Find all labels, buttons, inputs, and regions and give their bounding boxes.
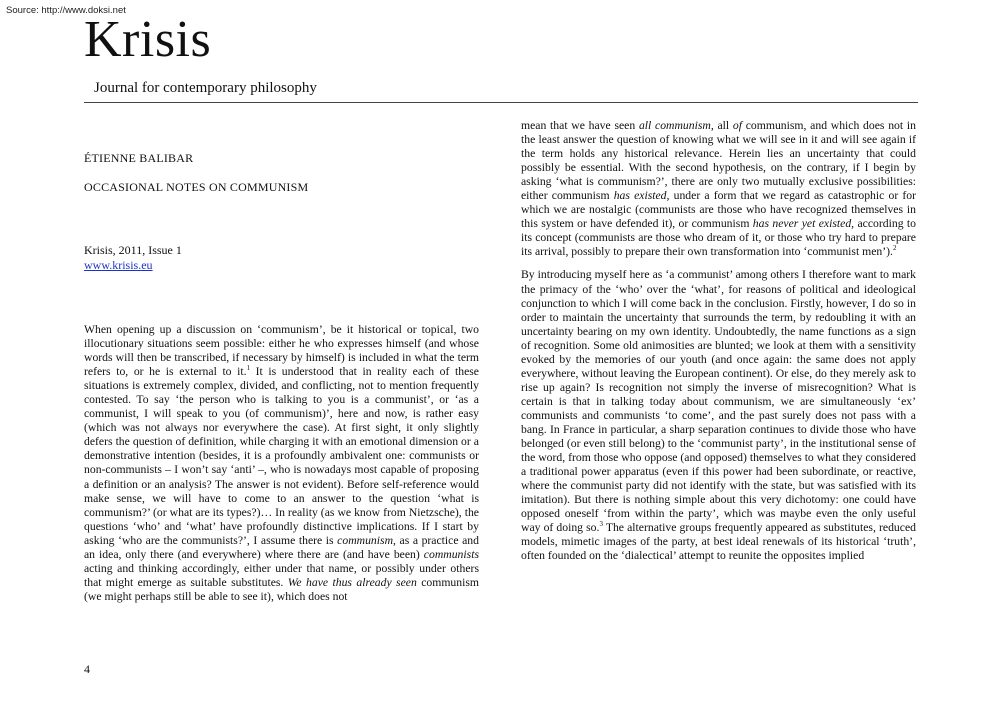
paragraph [521,268,916,563]
emphasis: has existed, [613,189,670,203]
emphasis: communists [423,547,479,561]
text-run: acting and thinking accordingly, either under that name, or possibly under others that might emerge as suitable substitutes. [84,561,479,589]
text-run: The alternative groups frequently appeared as substitutes, reduced models, mimetic images of the party, at best ideal renewals of its historical ‘truth’, often founded on the ‘dialectical’ attempt to reunite the opposites implied [521,521,916,563]
journal-subtitle: Journal for contemporary philosophy [94,80,317,96]
footnote-ref-1[interactable]: 1 [246,364,251,373]
text-run: By introducing myself here as ‘a communist’ among others I therefore want to mark the primacy of the ‘who’ over the ‘what’, for reasons of political and ideological conjunction to which I will come back in the conclusion. Firstly, however, I do so in order to maintain the uncertainty that surrounds the term, by redoubling it with an uncertainty bearing on my own identity. Undoubtedly, the name functions as a sign of recognition. Some old animosities are blunted; we look at them with a sensitivity evoked by the memories of our youth (and once again: the same does not apply everywhere, without leaving the European continent). Or else, do they merely ask to rise up again? Is recognition not simply the inverse of misrecognition? What is certain is that in talking today about communism, we are simultaneously ‘ex’ communists and communists ‘to come’, and the past surely does not pass with a bang. In France in particular, a sharp separation continues to divide those who have belonged (or even still belong) to the ‘communist party’, in the institutional sense of the word, from those who oppose (and opposed) themselves to what they considered a traditional power apparatus (even if this power had been subordinate, or reactive, where the communist party did not identify with the state, but was satisfied with its imitation). But there is nothing simple about this very dichotomy: one could have opposed oneself ‘from within the party’, which was maybe even the only useful way of doing so. [521,268,917,535]
paragraph [84,323,479,604]
text-run: It is understood that in reality each of these situations is extremely complex, divided, and conflicting, not to mention frequently contested. To say ‘the person who is talking to you is a communist’, or ‘as a communist, I will speak to you (of communism)’, here and now, is rather easy (which was not always nor everywhere the case). At first sight, it only slightly defers the question of definition, while charging it with an emotional dimension or a demonstrative intention (besides, it is a profoundly ambivalent one: communists or non-communists – I won’t say ‘anti’ –, who is nowadays most capable of proposing a definition or an analysis? The answer is not evident). Before self-reference would make sense, we will have to come to an answer to the question ‘what is communism?’ (or what are its types?)… In reality (as we know from Nietzsche), the questions ‘who’ and ‘what’ have profoundly distinctive implications. If I start by asking ‘who are the communists?’, I assume there is [84,365,479,547]
article-author: ÉTIENNE BALIBAR [84,151,194,165]
emphasis: communism, [337,533,396,547]
emphasis: has never yet existed, [752,217,855,231]
header-rule [84,102,918,103]
emphasis: We have thus already seen [287,575,417,589]
footnote-ref-2[interactable]: 2 [892,244,897,253]
text-run: When opening up a discussion on ‘communism’, be it historical or topical, two illocutionary situations seem possible: either he who expresses himself (and whose words will then be transcribed, if necessary by himself) is included in what the term refers to, or he is external to it. [84,323,479,379]
text-run: all [713,119,733,132]
text-run: communism, and which does not in the least answer the question of knowing what we will see in it and will see again if the term holds any historical relevance. Herein lies an uncertainty that could possibly be essential. With the second hypothesis, on the contrary, if I begin by asking ‘what is communism?’, there are only two mutually exclusive possibilities: either communism [521,119,916,203]
source-note: Source: http://www.doksi.net [6,5,126,16]
text-run: under a form that we regard as catastrophic or for which we are nostalgic (communists are those who have recognized themselves in this system or have defended it), or communism [521,189,916,231]
citation-text: Krisis, 2011, Issue 1 [84,243,182,257]
text-run: as a practice and an idea, only there (and everywhere) where there are (and have been) [84,533,479,561]
page-number: 4 [84,662,90,676]
journal-link[interactable]: www.krisis.eu [84,258,153,272]
paragraph [521,119,916,259]
article-citation [84,243,182,273]
emphasis: all communism, [638,119,714,132]
journal-name: Krisis [84,11,212,68]
footnote-ref-3[interactable]: 3 [599,520,603,529]
text-run: mean that we have seen [521,119,639,132]
article-title: OCCASIONAL NOTES ON COMMUNISM [84,180,309,194]
left-column [84,323,479,604]
emphasis: of [732,119,742,132]
text-run: according to its concept (communists are those who dream of it, or those who try hard to prepare its arrival, possibly to prepare their own transformation into ‘communist men’). [521,217,917,259]
right-column [521,119,916,563]
text-run: communism (we might perhaps still be able to see it), which does not [84,575,480,603]
